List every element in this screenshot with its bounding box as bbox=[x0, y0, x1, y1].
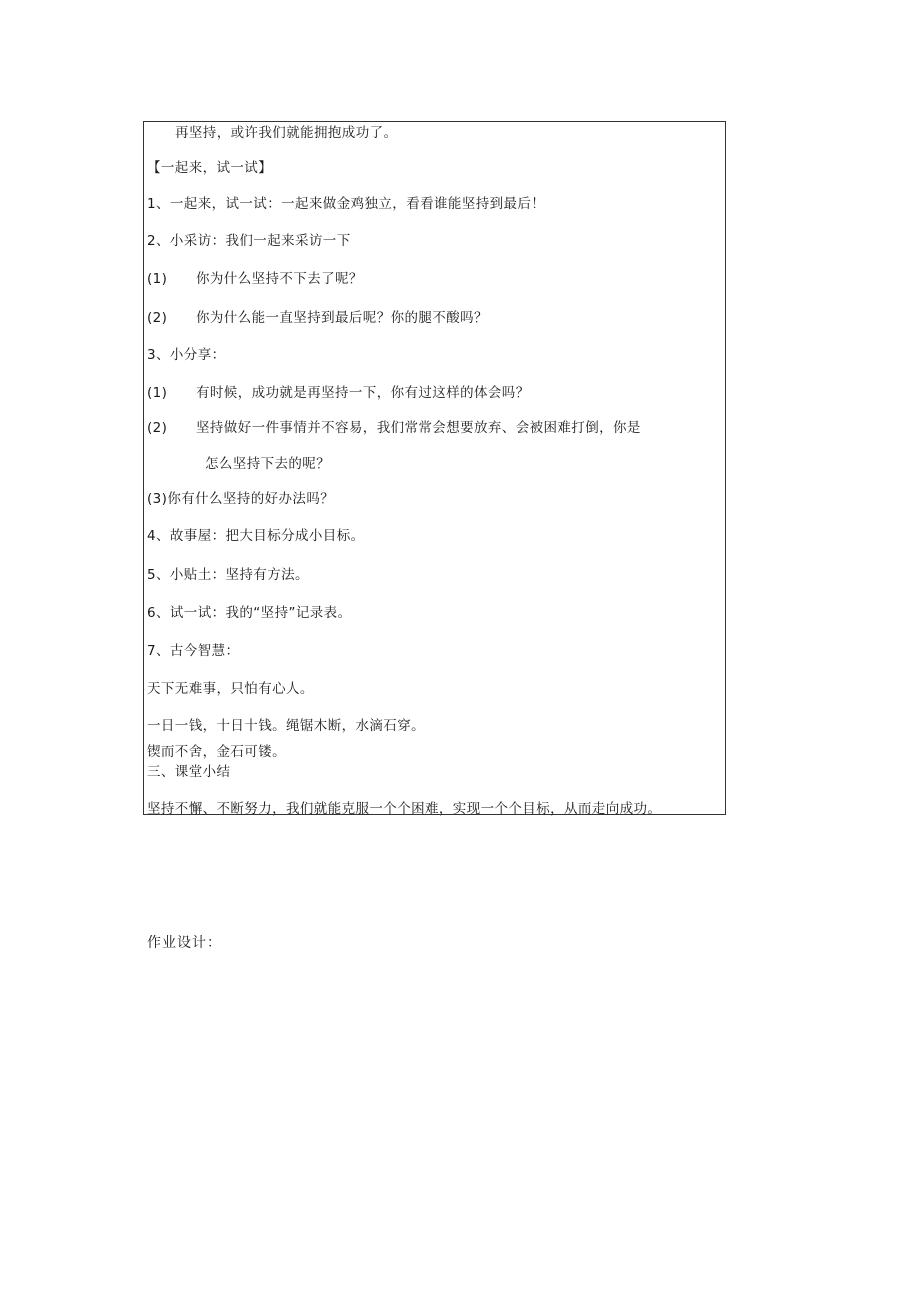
question-text: 有时候，成功就是再坚持一下，你有过这样的体会吗？ bbox=[196, 385, 530, 401]
question-text: 你为什么能一直坚持到最后呢？你的腿不酸吗？ bbox=[196, 310, 488, 326]
proverb-2: 一日一钱，十日十钱。绳锯木断，水滴石穿。 bbox=[147, 718, 425, 734]
summary-text: 坚持不懈、不断努力，我们就能克服一个个困难，实现一个个目标，从而走向成功。 bbox=[147, 801, 662, 817]
homework-label: 作业设计： bbox=[147, 935, 222, 951]
question-number: (1) bbox=[147, 271, 168, 287]
proverb-3: 锲而不舍，金石可镂。 bbox=[147, 744, 286, 760]
question-number: (2) bbox=[147, 420, 168, 436]
question-number: (2) bbox=[147, 310, 168, 326]
question-text: 坚持做好一件事情并不容易，我们常常会想要放弃、会被困难打倒，你是 bbox=[196, 420, 641, 436]
activity-item-3: 3、小分享： bbox=[147, 347, 226, 363]
proverb-1: 天下无难事，只怕有心人。 bbox=[147, 681, 314, 697]
lesson-content-box bbox=[143, 121, 726, 815]
question-number: (1) bbox=[147, 385, 168, 401]
section-heading: 【一起来，试一试】 bbox=[147, 160, 273, 176]
interview-question-1 bbox=[147, 270, 363, 288]
activity-item-7: 7、古今智慧： bbox=[147, 643, 240, 659]
activity-item-6: 6、试一试：我的“坚持”记录表。 bbox=[147, 605, 352, 621]
intro-text: 再坚持，或许我们就能拥抱成功了。 bbox=[175, 125, 398, 141]
interview-question-2 bbox=[147, 309, 488, 327]
activity-item-5: 5、小贴土：坚持有方法。 bbox=[147, 567, 309, 583]
share-question-1 bbox=[147, 384, 530, 402]
question-text: 你为什么坚持不下去了呢？ bbox=[196, 271, 363, 287]
activity-item-4: 4、故事屋：把大目标分成小目标。 bbox=[147, 528, 365, 544]
share-question-2-continued: 怎么坚持下去的呢？ bbox=[205, 456, 331, 472]
share-question-2 bbox=[147, 419, 641, 437]
activity-item-2: 2、小采访：我们一起来采访一下 bbox=[147, 233, 351, 249]
share-question-3: (3)你有什么坚持的好办法吗？ bbox=[147, 491, 335, 507]
activity-item-1: 1、一起来，试一试：一起来做金鸡独立，看看谁能坚持到最后！ bbox=[147, 196, 546, 212]
summary-heading: 三、课堂小结 bbox=[147, 764, 231, 780]
